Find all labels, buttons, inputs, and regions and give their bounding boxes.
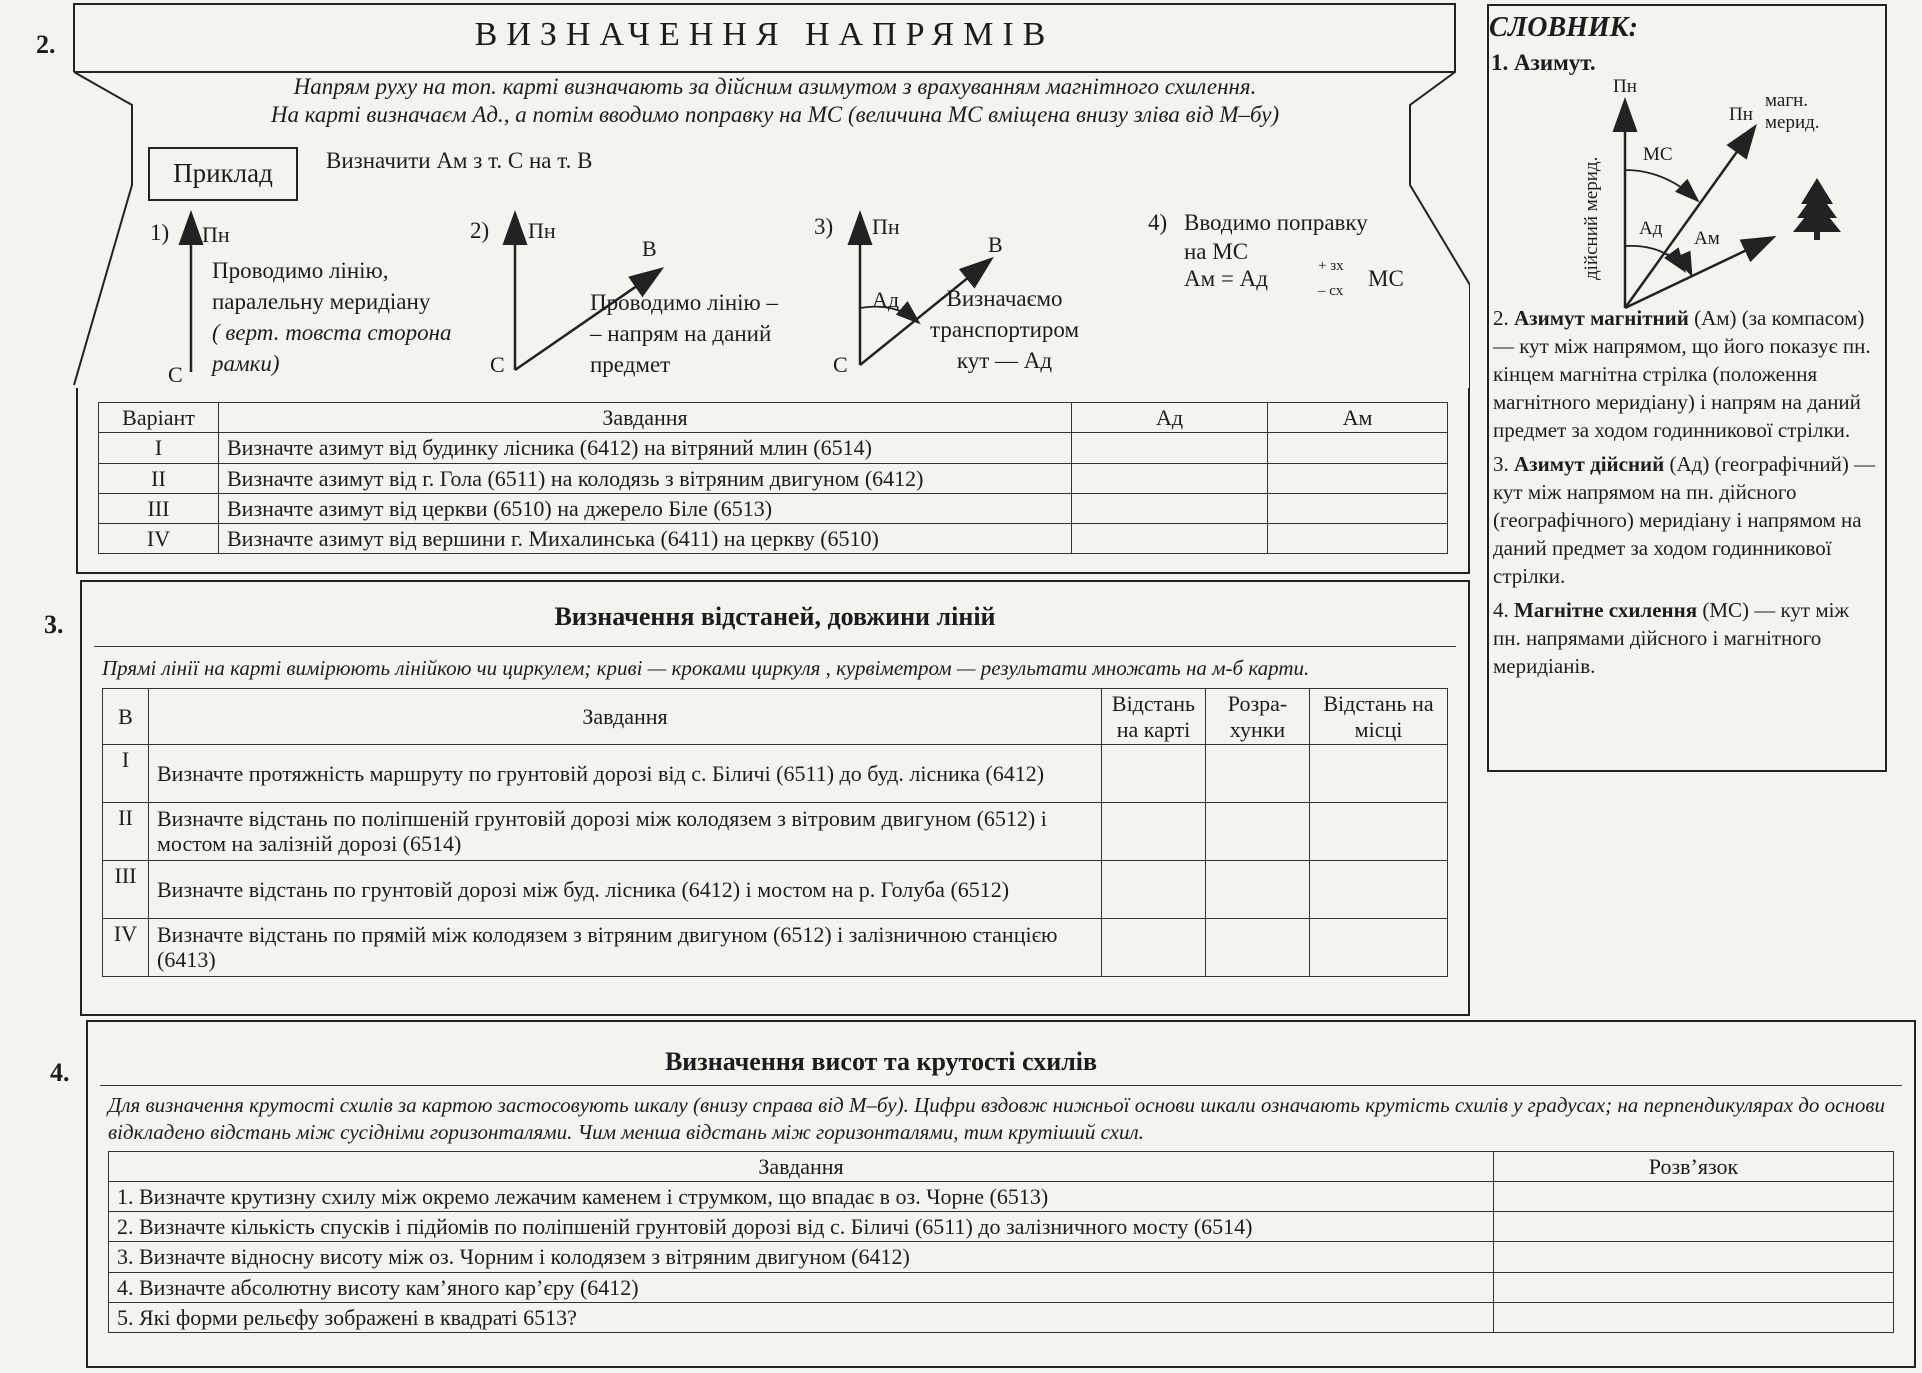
table-row: 3. Визначте відносну висоту між оз. Чорним і колодязем з вітряним двигуном (6412)	[109, 1242, 1894, 1272]
table-row: II Визначте азимут від г. Гола (6511) на колодязь з вітряним двигуном (6412)	[99, 463, 1448, 493]
step1-text: Проводимо лінію, паралельну меридіану ( верт. товста сторона рамки)	[212, 258, 452, 376]
answer-cell[interactable]	[1102, 860, 1206, 918]
step2-point-c: С	[490, 352, 505, 377]
section-2-table-frame	[76, 388, 1470, 574]
step4-minus-east: – сх	[1318, 283, 1344, 299]
answer-cell[interactable]	[1206, 918, 1310, 976]
section-4-title: Визначення висот та крутості схилів	[664, 1047, 1098, 1076]
azimuth-diagram	[1489, 6, 1889, 316]
glossary-definitions: 2. Азимут магнітний (Ам) (за компасом) — кут між напрямом, що його показує пн. кінцем магнітна стрілка (положення магнітного меридіану) і напрям на даний предмет за ходом годинникової стрілки. 3. Азимут дійсний (Ад) (географічний) — кут між напрямом на пн. дійсного (географічного) меридіану і напрямом на даний предмет за ходом годинникової стрілки. 4. Магнітне схилення (МС) — кут між пн. напрямами дійсного і магнітного меридіанів.	[1493, 306, 1876, 678]
table-header-calculations: Розра- хунки	[1206, 689, 1310, 745]
step3-angle-label: Ад	[872, 287, 900, 312]
tree-icon	[1793, 178, 1841, 240]
table-row: 1. Визначте крутизну схилу між окремо лежачим каменем і струмком, що впадає в оз. Чорне (6513)	[109, 1181, 1894, 1211]
glossary-item-1: 1. Азимут.	[1491, 50, 1596, 75]
step2-text: Проводимо лінію – – напрям на даний предмет	[590, 290, 778, 377]
step2-number: 2)	[470, 218, 490, 243]
step3-north-label: Пн	[872, 214, 900, 239]
step4-plus-west: + зх	[1318, 258, 1344, 274]
step2-north-label: Пн	[528, 218, 556, 243]
table-row: I Визначте азимут від будинку лісника (6412) на вітряний млин (6514)	[99, 433, 1448, 463]
table-header-ad: Ад	[1072, 403, 1268, 433]
example-label: Приклад	[148, 147, 298, 201]
section-4-frame	[86, 1020, 1916, 1368]
section-3-number: 3.	[44, 610, 64, 639]
step1-point-c: С	[168, 362, 183, 387]
diagram-magnetic-meridian-label: магн. мерид.	[1765, 90, 1820, 133]
answer-cell[interactable]	[1206, 860, 1310, 918]
diagram-mc-label: МС	[1643, 144, 1673, 165]
mc-arc	[1625, 170, 1697, 200]
table-header-ground-distance: Відстань на місці	[1310, 689, 1448, 745]
step1-number: 1)	[150, 220, 170, 245]
answer-cell[interactable]	[1494, 1303, 1894, 1333]
diagram-true-meridian-label: дійсний мерид.	[1581, 156, 1602, 280]
answer-cell[interactable]	[1102, 918, 1206, 976]
step2-point-b: В	[642, 236, 657, 261]
answer-cell[interactable]	[1494, 1242, 1894, 1272]
slope-table	[108, 1151, 1894, 1334]
table-header-task: Завдання	[219, 403, 1072, 433]
answer-cell[interactable]	[1072, 493, 1268, 523]
answer-cell[interactable]	[1310, 918, 1448, 976]
answer-cell[interactable]	[1102, 802, 1206, 860]
table-row: IV Визначте азимут від вершини г. Михалинська (6411) на церкву (6510)	[99, 524, 1448, 554]
table-row: 2. Визначте кількість спусків і підйомів по поліпшеній грунтовій дорозі від с. Біличі (6511) до залізничного мосту (6514)	[109, 1212, 1894, 1242]
answer-cell[interactable]	[1268, 524, 1448, 554]
answer-cell[interactable]	[1494, 1181, 1894, 1211]
table-row: IV Визначте відстань по прямій між колодязем з вітряним двигуном (6512) і залізничною станцією (6413)	[103, 918, 1448, 976]
section-3-intro: Прямі лінії на карті вимірюють лінійкою чи циркулем; криві — кроками циркуля , курвіметром — результати множать на м-б карти.	[102, 656, 1310, 680]
table-row: II Визначте відстань по поліпшеній грунтовій дорозі між колодязем з вітровим двигуном (6512) і мостом на залізній дорозі (6514)	[103, 802, 1448, 860]
answer-cell[interactable]	[1494, 1212, 1894, 1242]
glossary-title: СЛОВНИК:	[1489, 12, 1638, 43]
diagram-north-label: Пн	[1613, 76, 1637, 97]
table-row: 4. Визначте абсолютну висоту кам’яного кар’єру (6412)	[109, 1272, 1894, 1302]
step3-point-c: С	[833, 352, 848, 377]
example-task: Визначити Ам з т. С на т. В	[326, 148, 593, 173]
section-2-title: ВИЗНАЧЕННЯ НАПРЯМІВ	[474, 16, 1055, 53]
table-row: III Визначте відстань по грунтовій дорозі між буд. лісника (6412) і мостом на р. Голуба (6512)	[103, 860, 1448, 918]
table-header-variant: В	[103, 689, 149, 745]
answer-cell[interactable]	[1268, 463, 1448, 493]
answer-cell[interactable]	[1494, 1272, 1894, 1302]
diagram-ad-label: Ад	[1639, 218, 1663, 239]
answer-cell[interactable]	[1072, 433, 1268, 463]
section-3-title: Визначення відстаней, довжини ліній	[554, 602, 996, 631]
glossary-panel	[1487, 4, 1887, 772]
answer-cell[interactable]	[1268, 493, 1448, 523]
diagram-am-label: Ам	[1694, 228, 1720, 249]
azimuth-table	[98, 402, 1448, 554]
section-3-frame	[80, 580, 1470, 1016]
answer-cell[interactable]	[1268, 433, 1448, 463]
section-2-intro-1: Напрям руху на топ. карті визначають за дійсним азимутом з врахуванням магнітного схилення.	[293, 74, 1257, 99]
step3-text: Визначаємо транспортиром кут — Ад	[930, 286, 1080, 373]
table-row: 5. Які форми рельєфу зображені в квадраті 6513?	[109, 1303, 1894, 1333]
table-header-task: Завдання	[149, 689, 1102, 745]
answer-cell[interactable]	[1310, 802, 1448, 860]
answer-cell[interactable]	[1072, 463, 1268, 493]
table-header-am: Ам	[1268, 403, 1448, 433]
table-header-variant: Варіант	[99, 403, 219, 433]
step4-text: Вводимо поправку на МС	[1184, 210, 1368, 264]
table-header-task: Завдання	[109, 1151, 1494, 1181]
answer-cell[interactable]	[1102, 744, 1206, 802]
section-2-number: 2.	[36, 30, 56, 59]
section-4-intro: Для визначення крутості схилів за картою застосовують шкалу (внизу справа від М–бу). Цифри вздовж нижньої основи шкали означають крутість схилів у градусах; на перпендикулярах до основи відкладено відстань між сусідніми горизонталями. Чим менша відстань між горизонталями, тим крутіший схил.	[108, 1093, 1886, 1145]
step1-north-label: Пн	[202, 222, 230, 247]
step3-point-b: В	[988, 232, 1003, 257]
distance-table	[102, 688, 1448, 977]
answer-cell[interactable]	[1310, 744, 1448, 802]
step4-formula-left: Ам = Ад	[1184, 266, 1268, 291]
answer-cell[interactable]	[1072, 524, 1268, 554]
table-header-solution: Розв’язок	[1494, 1151, 1894, 1181]
answer-cell[interactable]	[1310, 860, 1448, 918]
diagram-magnetic-north-label: Пн	[1729, 104, 1753, 125]
answer-cell[interactable]	[1206, 744, 1310, 802]
answer-cell[interactable]	[1206, 802, 1310, 860]
section-4-number: 4.	[50, 1058, 70, 1087]
step4-number: 4)	[1148, 210, 1168, 235]
section-2-intro-2: На карті визначаєм Ад., а потім вводимо поправку на МС (величина МС вміщена внизу зліва від М–бу)	[270, 102, 1280, 127]
table-header-map-distance: Відстань на карті	[1102, 689, 1206, 745]
table-row: I Визначте протяжність маршруту по грунтовій дорозі від с. Біличі (6511) до буд. лісника (6412)	[103, 744, 1448, 802]
table-row: III Визначте азимут від церкви (6510) на джерело Біле (6513)	[99, 493, 1448, 523]
step3-number: 3)	[814, 214, 834, 239]
step4-formula-right: МС	[1368, 266, 1404, 291]
